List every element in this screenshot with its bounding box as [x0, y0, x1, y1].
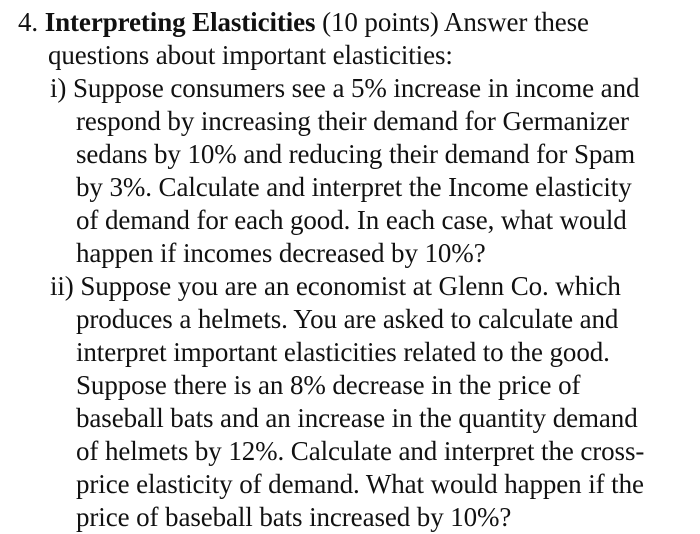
- question-intro-rest: Answer these: [443, 7, 589, 37]
- part-ii-line: price elasticity of demand. What would happen if the: [76, 469, 644, 499]
- part-ii-line: of helmets by 12%. Calculate and interpret the cross-: [76, 436, 645, 466]
- question-header-line: [18, 6, 589, 39]
- question-number: 4.: [18, 7, 39, 37]
- part-i-line: respond by increasing their demand for Germanizer: [76, 106, 629, 136]
- part-i-line: happen if incomes decreased by 10%?: [76, 238, 486, 268]
- question-points: (10 points): [322, 7, 439, 37]
- part-ii-line: produces a helmets. You are asked to calculate and: [76, 304, 619, 334]
- part-ii-line: baseball bats and an increase in the quantity demand: [76, 403, 638, 433]
- part-ii-line: price of baseball bats increased by 10%?: [76, 502, 512, 532]
- part-ii-line: ii) Suppose you are an economist at Glenn Co. which: [50, 271, 621, 301]
- part-i-line: by 3%. Calculate and interpret the Income elasticity: [76, 172, 632, 202]
- part-i-line: of demand for each good. In each case, what would: [76, 205, 627, 235]
- question-intro-line: questions about important elasticities:: [48, 40, 453, 70]
- part-ii-line: interpret important elasticities related to the good.: [76, 337, 610, 367]
- question-title: Interpreting Elasticities: [44, 7, 316, 37]
- part-ii-line: Suppose there is an 8% decrease in the price of: [76, 370, 581, 400]
- part-i-line: i) Suppose consumers see a 5% increase in income and: [50, 73, 640, 103]
- part-i-line: sedans by 10% and reducing their demand for Spam: [76, 139, 636, 169]
